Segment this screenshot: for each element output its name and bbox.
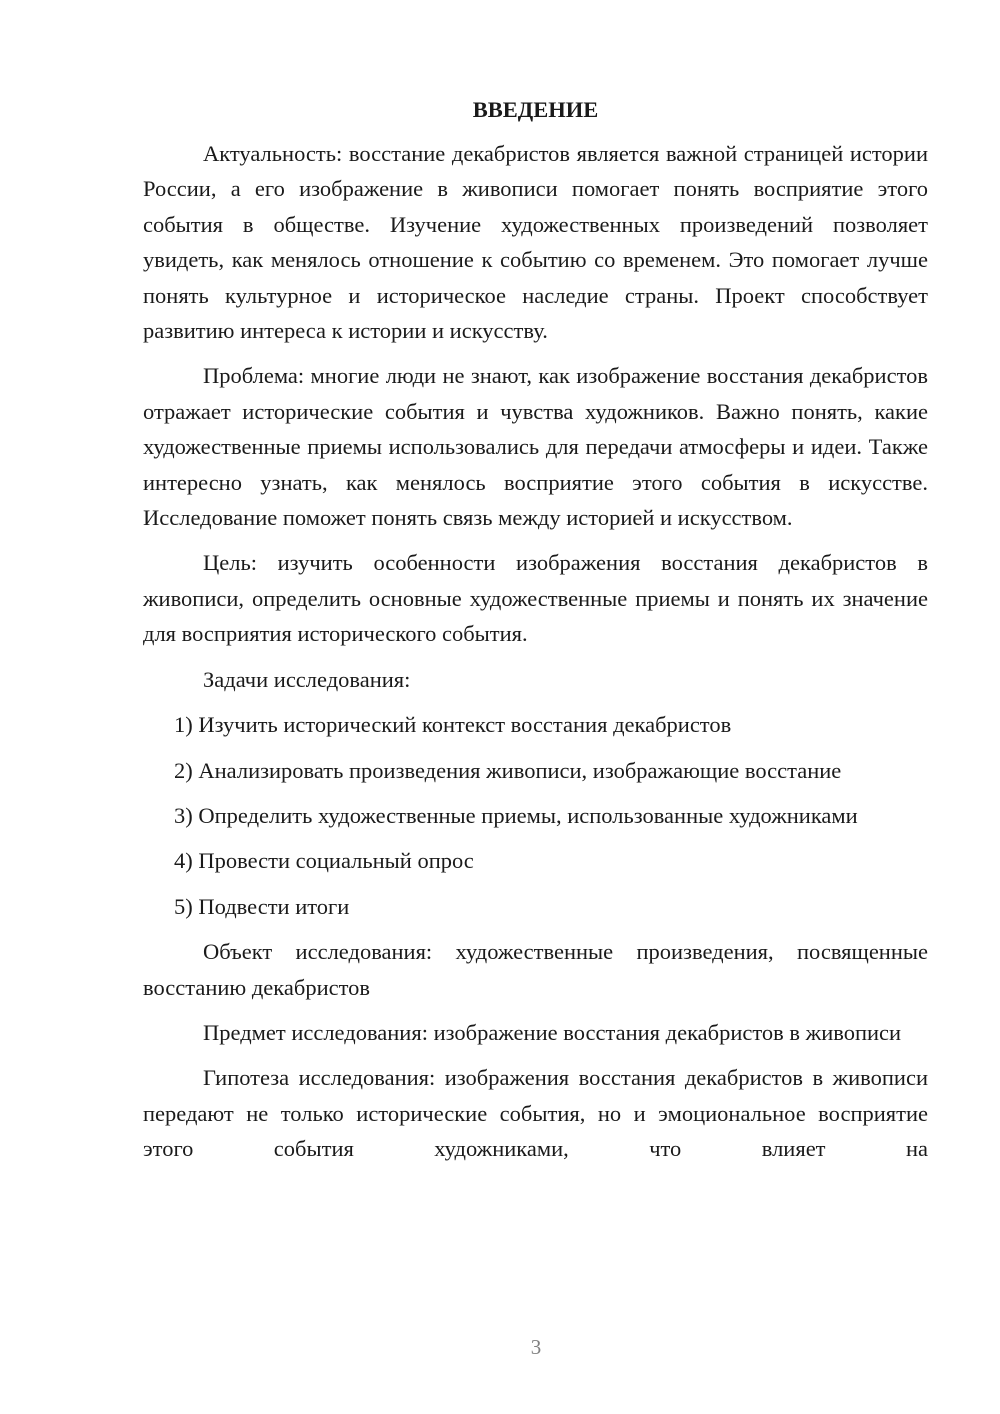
page-number: 3 [530,1335,542,1359]
section-title: ВВЕДЕНИЕ [472,97,599,122]
relevance-paragraph: Актуальность: восстание декабристов является важной страницей истории России, а его изображение в живописи помогает понять восприятие этого события в обществе. Изучение художественных произведений позволяет увидеть, как менялось отношение к событию со временем. Это помогает лучше понять культурное и историческое наследие страны. Проект способствует развитию интереса к истории и искусству. [143,141,928,344]
list-item: 2) Анализировать произведения живописи, изображающие восстание [174,757,842,783]
subject-paragraph: Предмет исследования: изображение восстания декабристов в живописи [203,1019,902,1045]
goal-paragraph: Цель: изучить особенности изображения восстания декабристов в живописи, определить основные художественные приемы и понять их значение для восприятия исторического события. [143,550,928,647]
list-item: 1) Изучить исторический контекст восстания декабристов [174,712,732,738]
tasks-list [143,707,928,924]
hypothesis-paragraph: Гипотеза исследования: изображения восстания декабристов в живописи передают не только исторические события, но и эмоциональное восприятие этого события художниками, что влияет на [143,1065,928,1162]
list-item: 3) Определить художественные приемы, использованные художниками [174,802,858,828]
list-item: 5) Подвести итоги [174,893,350,919]
problem-paragraph: Проблема: многие люди не знают, как изображение восстания декабристов отражает исторические события и чувства художников. Важно понять, какие художественные приемы использовались для передачи атмосферы и идеи. Также интересно узнать, как менялось восприятие этого события в искусстве. Исследование поможет понять связь между историей и искусством. [143,363,928,531]
tasks-heading: Задачи исследования: [203,666,411,692]
page-content [143,92,928,1177]
object-paragraph: Объект исследования: художественные произведения, посвященные восстанию декабристов [143,939,928,1000]
list-item: 4) Провести социальный опрос [174,848,474,874]
